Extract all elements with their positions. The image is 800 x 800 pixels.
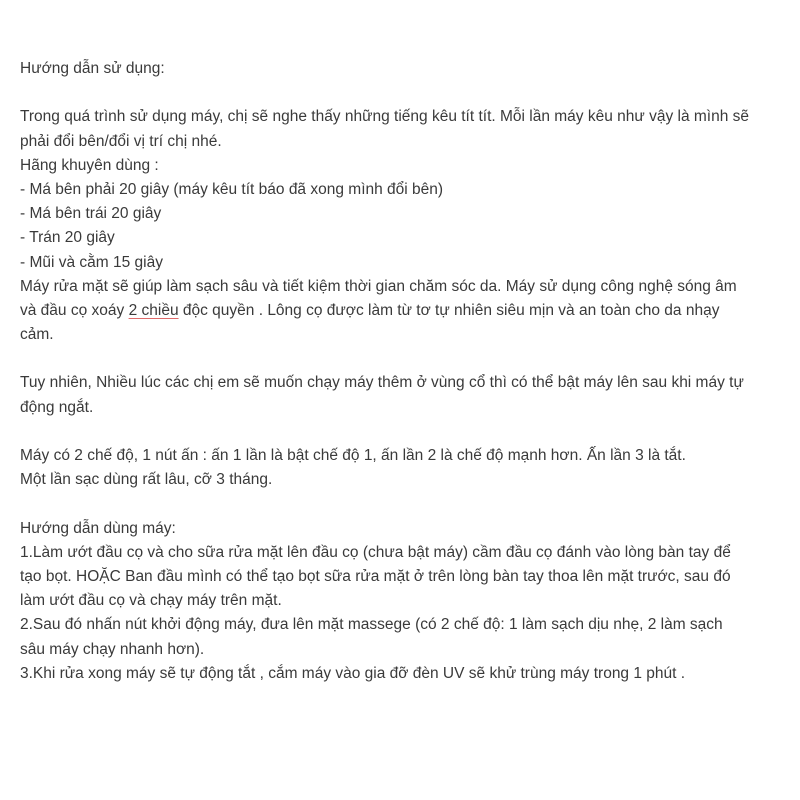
blank-line [20,492,792,516]
modes-line-2: Một lần sạc dùng rất lâu, cỡ 3 tháng. [20,471,273,489]
desc-line-2 [20,299,792,323]
intro-line-1: Trong quá trình sử dụng máy, chị sẽ nghe thấy những tiếng kêu tít tít. Mỗi lần máy kêu như vậy là mình sẽ [20,108,750,126]
desc-line-2-after: độc quyền . Lông cọ được làm từ tơ tự nhiên siêu mịn và an toàn cho da nhạy [178,301,720,319]
intro-line-2: phải đổi bên/đổi vị trí chị nhé. [20,132,222,150]
guide-line: 1.Làm ướt đầu cọ và cho sữa rửa mặt lên đầu cọ (chưa bật máy) cầm đầu cọ đánh vào lòng bàn tay để [20,543,731,561]
neck-line-1: Tuy nhiên, Nhiều lúc các chị em sẽ muốn chạy máy thêm ở vùng cổ thì có thể bật máy lên sau khi máy tự [20,374,744,392]
recommend-title: Hãng khuyên dùng : [20,156,159,174]
blank-line [20,347,792,371]
note-title: Hướng dẫn sử dụng: [20,60,165,77]
guide-title: Hướng dẫn dùng máy: [20,519,176,537]
guide-line: làm ướt đầu cọ và chạy máy trên mặt. [20,592,282,610]
guide-line: tạo bọt. HOẶC Ban đầu mình có thể tạo bọt sữa rửa mặt ở trên lòng bàn tay thoa lên mặt trước, sau đó [20,567,731,585]
desc-line-3: cảm. [20,326,54,344]
blank-line [20,420,792,444]
recommend-item: - Mũi và cằm 15 giây [20,253,163,271]
recommend-item: - Trán 20 giây [20,229,115,247]
recommend-item: - Má bên trái 20 giây [20,205,162,223]
desc-line-2-before: và đầu cọ xoáy [20,301,129,319]
guide-line: 3.Khi rửa xong máy sẽ tự động tắt , cắm máy vào gia đỡ đèn UV sẽ khử trùng máy trong 1 phút . [20,664,686,682]
spellcheck-underlined-word: 2 chiều [128,301,179,319]
blank-line [20,81,792,105]
neck-line-2: động ngắt. [20,398,94,416]
guide-line: sâu máy chạy nhanh hơn). [20,640,205,658]
desc-line-1: Máy rửa mặt sẽ giúp làm sạch sâu và tiết kiệm thời gian chăm sóc da. Máy sử dụng công nghệ sóng âm [20,277,737,295]
modes-line-1: Máy có 2 chế độ, 1 nút ấn : ấn 1 lần là bật chế độ 1, ấn lần 2 là chế độ mạnh hơn. Ấn lần 3 là tắt. [20,447,686,464]
guide-line: 2.Sau đó nhấn nút khởi động máy, đưa lên mặt massege (có 2 chế độ: 1 làm sạch dịu nhẹ, 2 làm sạch [20,616,723,634]
recommend-item: - Má bên phải 20 giây (máy kêu tít báo đã xong mình đổi bên) [20,180,444,198]
note-body [20,57,792,686]
